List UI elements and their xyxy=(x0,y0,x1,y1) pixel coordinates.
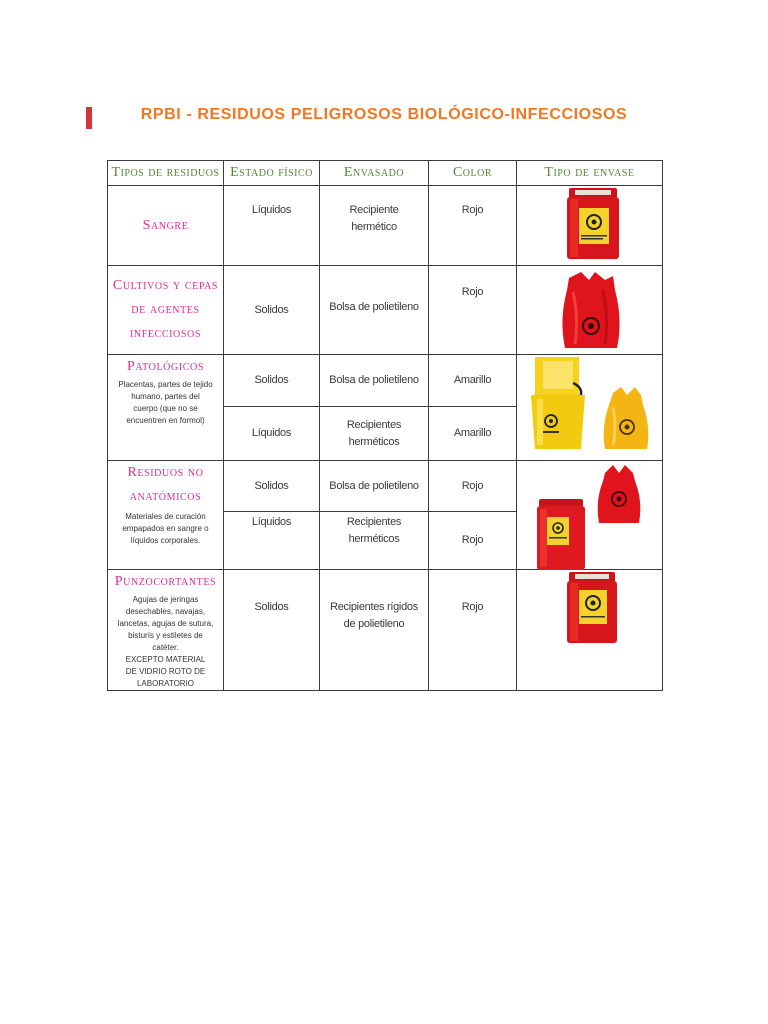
color-cell xyxy=(429,512,517,570)
envasado-cell xyxy=(320,570,429,691)
table-row-punzocortantes xyxy=(108,570,663,691)
estado-fisico-value: Solidos xyxy=(254,374,289,386)
color-cell xyxy=(429,266,517,355)
title-accent-bar xyxy=(86,107,92,129)
envase-image-cell xyxy=(517,266,663,355)
category-title-punzocortantes: Punzocortantes xyxy=(114,574,217,589)
envasado-cell xyxy=(320,266,429,355)
color-value: Rojo xyxy=(461,204,484,216)
envase-image-cell xyxy=(517,355,663,461)
table-row-sangre xyxy=(108,186,663,266)
estado-fisico-cell xyxy=(224,461,320,512)
estado-fisico-cell xyxy=(224,186,320,266)
color-value: Rojo xyxy=(461,479,484,492)
document-title: RPBI - RESIDUOS PELIGROSOS BIOLÓGICO-INFECCIOSOS xyxy=(140,106,628,123)
header-tipo-de-envase: Tipo de envase xyxy=(517,161,663,186)
color-value: Amarillo xyxy=(453,374,492,386)
color-cell xyxy=(429,461,517,512)
color-cell xyxy=(429,407,517,461)
color-value: Rojo xyxy=(461,534,484,546)
estado-fisico-cell xyxy=(224,570,320,691)
red-biohazard-bag-icon xyxy=(559,270,623,355)
category-description-patologicos: Placentas, partes de tejido humano, partes del cuerpo (que no se encuentren en formol) xyxy=(118,380,213,425)
category-cell-sangre xyxy=(108,186,224,266)
red-sharps-container-icon xyxy=(565,188,621,267)
color-value: Amarillo xyxy=(453,427,492,439)
color-value: Rojo xyxy=(461,286,484,298)
category-cell-punzocortantes xyxy=(108,570,224,691)
estado-fisico-value: Solidos xyxy=(254,479,289,492)
header-envasado: Envasado xyxy=(320,161,429,186)
envasado-value: Bolsa de polietileno xyxy=(329,374,419,386)
envase-image-cell xyxy=(517,461,663,570)
envasado-value: Recipientes herméticos xyxy=(346,516,402,545)
category-title-patologicos: Patológicos xyxy=(127,359,204,374)
category-cell-cultivos xyxy=(108,266,224,355)
estado-fisico-cell xyxy=(224,266,320,355)
envasado-cell xyxy=(320,512,429,570)
color-cell xyxy=(429,186,517,266)
yellow-biohazard-bag-icon xyxy=(601,387,651,456)
envase-image-cell xyxy=(517,186,663,266)
red-sharps-container-icon xyxy=(565,572,619,651)
header-color: Color xyxy=(429,161,517,186)
category-title-cultivos: Cultivos y cepas de agentes infecciosos xyxy=(112,278,219,341)
header-estado-fisico: Estado físico xyxy=(224,161,320,186)
envasado-value: Bolsa de polietileno xyxy=(329,479,419,492)
waste-table xyxy=(107,160,663,691)
envasado-value: Recipiente hermético xyxy=(349,204,399,233)
envase-image-cell xyxy=(517,570,663,691)
table-row-patologicos-solidos xyxy=(108,355,663,407)
category-description-no-anatomicos: Materiales de curación empapados en sangre o líquidos corporales. xyxy=(122,512,209,545)
table-row-cultivos xyxy=(108,266,663,355)
estado-fisico-cell xyxy=(224,407,320,461)
table-row-no-anatomicos-solidos xyxy=(108,461,663,512)
red-container-icon xyxy=(535,499,587,576)
red-biohazard-bag-small-icon xyxy=(595,465,643,530)
estado-fisico-value: Líquidos xyxy=(251,204,292,216)
color-cell xyxy=(429,355,517,407)
envasado-value: Recipientes rígidos de polietileno xyxy=(330,601,418,630)
color-value: Rojo xyxy=(461,601,484,613)
estado-fisico-cell xyxy=(224,355,320,407)
envasado-cell xyxy=(320,355,429,407)
envasado-cell xyxy=(320,186,429,266)
yellow-container-icon xyxy=(529,355,589,456)
header-tipos-de-residuos: Tipos de residuos xyxy=(108,161,224,186)
envasado-value: Recipientes herméticos xyxy=(346,418,402,448)
table-header-row xyxy=(108,161,663,186)
estado-fisico-value: Líquidos xyxy=(251,516,292,528)
envasado-cell xyxy=(320,461,429,512)
color-cell xyxy=(429,570,517,691)
estado-fisico-cell xyxy=(224,512,320,570)
category-title-sangre: Sangre xyxy=(142,217,189,233)
category-title-no-anatomicos: Residuos no anatómicos xyxy=(127,465,204,504)
category-cell-patologicos xyxy=(108,355,224,461)
envasado-value: Bolsa de polietileno xyxy=(329,300,419,313)
category-cell-no-anatomicos xyxy=(108,461,224,570)
envasado-cell xyxy=(320,407,429,461)
category-note-punzocortantes: EXCEPTO MATERIAL DE VIDRIO ROTO DE LABORATORIO xyxy=(125,655,206,688)
estado-fisico-value: Líquidos xyxy=(251,427,292,439)
estado-fisico-value: Solidos xyxy=(254,303,289,316)
category-description-punzocortantes: Agujas de jeringas desechables, navajas, lancetas, agujas de sutura, bisturís y estiletes de catéter. xyxy=(117,595,214,652)
estado-fisico-value: Solidos xyxy=(254,601,289,613)
